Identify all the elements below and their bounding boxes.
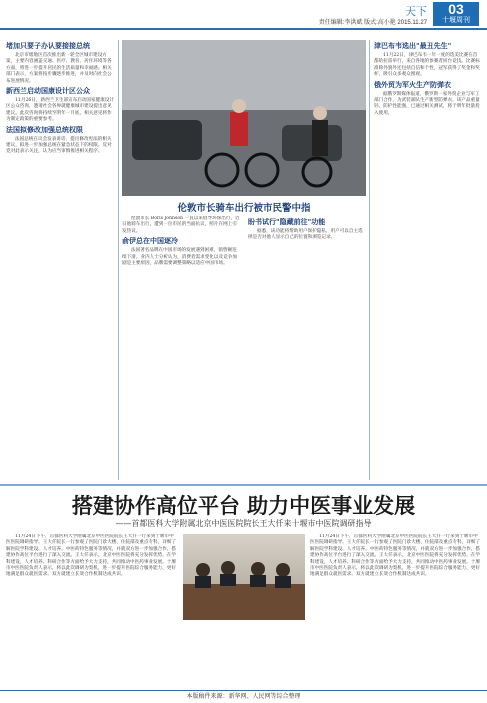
article-headline: 盼书试行"隐藏前往"功能 <box>248 218 326 226</box>
article-body: 法国总统在议会发表讲话，提出修改宪法的相关建议，拟进一步加强总统在紧急状态下的权限。反对党对此表示关注，认为应当审慎推进相关程序。 <box>6 136 112 155</box>
editor-info: 责任编辑:李洪斌 版式:高小艳 2015.11.27 <box>318 20 427 26</box>
article-headline: 法国拟修改加强总统权限 <box>6 125 83 134</box>
page-label: 十堰周刊 <box>442 16 470 24</box>
article-body: 11月24日下午，首都医科大学附属北京中医医院院长王大仟一行来到十堰市中医医院调研指导。王大仟院长一行参观了医院门诊大楼、住院部及重点专科，详细了解医院学科建设、人才培养、中医药特色服务等情况，并就双方进一步加强合作、搭建协作高位平台进行了深入交流。王大仟表示，北京中医医院将充分发挥优势，在学科建设、人才培养、科研合作等方面给予大力支持，共同推动中医药事业发展。十堰市中医医院负责人表示，将以此次调研为契机，进一步提升医院综合服务能力，更好地满足群众就医需求。双方就建立长效合作机制达成共识。 <box>6 534 176 578</box>
center-right-column <box>248 216 366 478</box>
section-divider <box>0 484 487 486</box>
article-body: 11月22日，津巴布韦一年一度的选美比赛在首都哈拉雷举行，来自各地的参赛者同台竞技。比赛标准除外貌外还包括自信和个性，冠军获得了奖金和奖杯，吸引众多观众围观。 <box>374 53 480 78</box>
cyclist-illustration <box>122 40 366 196</box>
main-subheadline: ——首都医科大学附属北京中医医院院长王大仟来十堰市中医院调研指导 <box>115 519 372 528</box>
cyclist-photo <box>122 40 366 196</box>
article-body: 据悉，该功能将帮助用户保护隐私，用户可以自主选择是否对他人显示自己的位置和浏览记录。 <box>248 229 363 241</box>
page-header <box>0 0 487 30</box>
article-body: 据俄罗斯媒体报道，俄罗斯一家外贸企业与军工部门合作，为武装部队生产新型防弹衣。该产品重量轻、防护性能强，已通过相关测试，将于明年批量投入使用。 <box>374 91 480 116</box>
article-body: 11月24日下午，首都医科大学附属北京中医医院院长王大仟一行来到十堰市中医医院调研指导。王大仟院长一行参观了医院门诊大楼、住院部及重点专科，详细了解医院学科建设、人才培养、中医药特色服务等情况，并就双方进一步加强合作、搭建协作高位平台进行了深入交流。王大仟表示，北京中医医院将充分发挥优势，在学科建设、人才培养、科研合作等方面给予大力支持，共同推动中医药事业发展。十堰市中医医院负责人表示，将以此次调研为契机，进一步提升医院综合服务能力，更好地满足群众就医需求。双方就建立长效合作机制达成共识。 <box>310 534 480 578</box>
main-story-body-continued <box>310 534 481 688</box>
right-column <box>374 40 481 478</box>
article-headline: 津巴布韦选出"最丑先生" <box>374 42 452 50</box>
page-number: 03 <box>448 1 464 17</box>
article-headline: 俞伊总在中国逐冷 <box>122 237 178 246</box>
article-body: 11月26日，新西兰卫生部宣布启动国家健康设计区公众咨询，邀请社会各界就健康城市建设提出意见建议。此次咨询将持续至明年一月底，相关意见将作为制定政策的重要参考。 <box>6 98 114 123</box>
left-column <box>6 40 114 478</box>
main-headline: 搭建协作高位平台 助力中医事业发展 <box>71 494 416 518</box>
meeting-photo <box>183 534 305 620</box>
meeting-illustration <box>183 534 305 620</box>
column-divider <box>369 40 370 480</box>
center-left-column <box>122 216 240 478</box>
section-title: 天下 <box>405 6 427 18</box>
article-headline: 堵加只要子办认要接接总统 <box>6 42 90 50</box>
article-headline: 俄外贸为军火生产防弹衣 <box>374 80 451 89</box>
main-story-body <box>6 534 178 688</box>
column-divider <box>118 40 119 480</box>
article-body: 法国著名品牌在中国市场的发展遇到困难，销售额连续下滑。业内人士分析认为，消费者需求变化以及竞争加剧是主要原因，品牌需要调整策略以适应中国市场。 <box>122 248 237 267</box>
page-footer: 本版稿件来源：新华网、人民网等综合整理 <box>0 690 487 703</box>
article-headline: 新西兰启动国康设计区公众 <box>6 87 90 96</box>
page-number-badge <box>433 2 479 26</box>
article-body: 北京市堵地区首次推出新一轮全区城市建设方案，主要内容涵盖交通、医疗、教育、居住环境等各方面，将进一步提升居民的生活质量和幸福感。相关部门表示，方案将按步骤逐步推进，并及时向社会公布进展情况。 <box>6 53 112 84</box>
article-body: 伦敦市长 Boris Johnson 一直以来倡导环保出行，近日他骑车出行，遭到一位市民的当面抗议，照片在网上引发热议。 <box>122 216 240 234</box>
photo-caption: 伦敦市长骑车出行被市民警中指 <box>177 203 311 214</box>
